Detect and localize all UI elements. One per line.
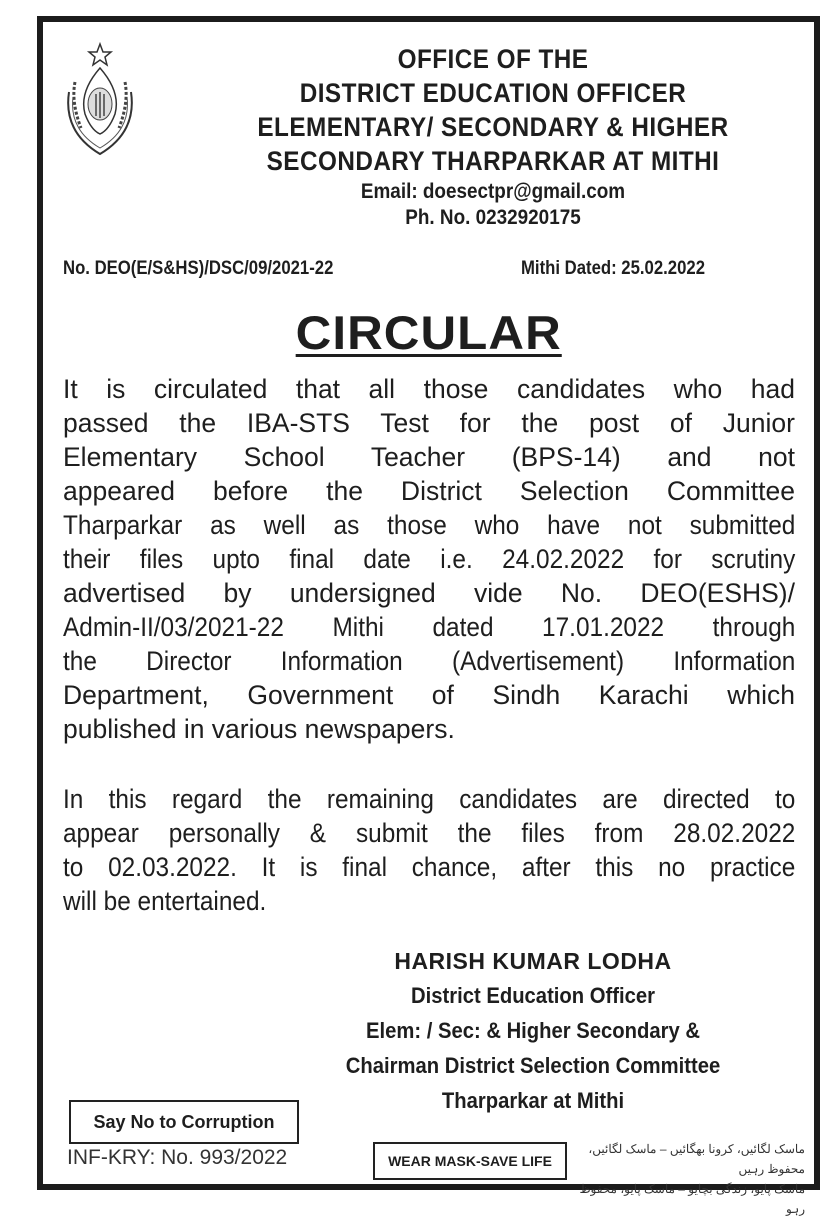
paragraph-1-line: published in various newspapers. xyxy=(63,714,455,744)
paragraph-1-line: Admin-II/03/2021-22 Mithi dated 17.01.2022 through xyxy=(63,612,796,642)
header-deo-line: DISTRICT EDUCATION OFFICER xyxy=(299,78,687,108)
urdu-slogan-line: ماسک لگائیں، کرونا بھگائیں – ماسک لگائیں، محفوظ رہیں xyxy=(588,1142,805,1176)
paragraph-1-line: passed the IBA-STS Test for the post of Junior xyxy=(63,408,795,438)
reference-number: No. DEO(E/S&HS)/DSC/09/2021-22 xyxy=(63,258,334,279)
paragraph-1-line: appeared before the District Selection Committee xyxy=(63,476,795,506)
header-tharparkar-line: SECONDARY THARPARKAR AT MITHI xyxy=(266,146,720,176)
circular-document xyxy=(37,16,820,1216)
wear-mask-badge xyxy=(373,1142,567,1180)
paragraph-1-line: Department, Government of Sindh Karachi which xyxy=(63,680,795,710)
signatory-designation: District Education Officer xyxy=(410,983,656,1008)
say-no-to-corruption-badge xyxy=(69,1100,299,1144)
circular-title-text: CIRCULAR xyxy=(295,306,562,359)
urdu-mask-slogan xyxy=(570,1139,805,1219)
paragraph-1-line: their files upto final date i.e. 24.02.2022 for scrutiny xyxy=(63,544,796,574)
signatory-designation: Chairman District Selection Committee xyxy=(345,1053,721,1078)
wear-mask-text: WEAR MASK-SAVE LIFE xyxy=(388,1153,552,1169)
header-office-line: OFFICE OF THE xyxy=(397,44,589,74)
urdu-slogan-line: ماسک پایو، زندگی بچایو – ماسک پایو، محفوظ رہو xyxy=(579,1182,805,1216)
paragraph-2-line: will be entertained. xyxy=(63,886,267,916)
signatory-name: HARISH KUMAR LODHA xyxy=(394,948,672,974)
paragraph-1 xyxy=(63,372,795,746)
paragraph-1-line: advertised by undersigned vide No. DEO(ESHS)/ xyxy=(63,578,795,608)
reference-date: Mithi Dated: 25.02.2022 xyxy=(521,258,706,279)
header-phone: Ph. No. 0232920175 xyxy=(405,206,581,229)
paragraph-2-line: appear personally & submit the files from 28.02.2022 xyxy=(63,818,796,848)
paragraph-2-line: to 02.03.2022. It is final chance, after this no practice xyxy=(63,852,796,882)
paragraph-2-line: In this regard the remaining candidates are directed to xyxy=(63,784,796,814)
inf-number: INF-KRY: No. 993/2022 xyxy=(67,1146,288,1169)
paragraph-1-line: It is circulated that all those candidates who had xyxy=(63,374,795,404)
paragraph-1-line: Tharparkar as well as those who have not submitted xyxy=(63,510,796,540)
header-email: Email: doesectpr@gmail.com xyxy=(360,180,626,203)
say-no-to-corruption-text: Say No to Corruption xyxy=(93,1112,275,1132)
paragraph-1-line: Elementary School Teacher (BPS-14) and not xyxy=(63,442,795,472)
paragraph-2 xyxy=(63,782,795,918)
signatory-designation: Tharparkar at Mithi xyxy=(441,1088,625,1113)
paragraph-1-line: the Director Information (Advertisement) Information xyxy=(63,646,796,676)
signatory-designation: Elem: / Sec: & Higher Secondary & xyxy=(365,1018,701,1043)
circular-title xyxy=(43,305,814,360)
header-elementary-line: ELEMENTARY/ SECONDARY & HIGHER xyxy=(257,112,729,142)
sindh-government-emblem-icon xyxy=(61,42,139,162)
